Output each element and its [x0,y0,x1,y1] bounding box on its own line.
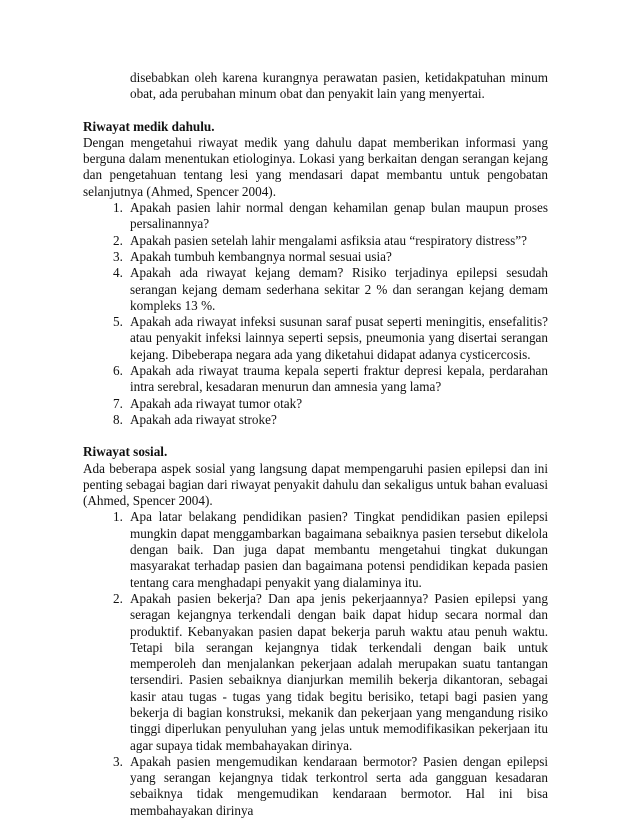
list-number: 3. [113,753,123,769]
list-text: Apakah ada riwayat stroke? [130,411,277,427]
list-text: Apakah pasien lahir normal dengan kehamilan genap bulan maupun proses persalinannya? [130,200,548,232]
list-number: 3. [113,248,123,264]
list-number: 7. [113,395,123,411]
list-item [83,396,548,412]
list-text: Apakah pasien mengemudikan kendaraan bermotor? Pasien dengan epilepsi yang serangan kejangnya tidak terkontrol serta ada gangguan kesadaran sebaiknya tidak mengemudikan kendaraan bermotor. Hal ini bisa membahayakan dirinya [130,753,548,818]
section-intro-medical-history: Dengan mengetahui riwayat medik yang dahulu dapat memberikan informasi yang berguna dalam menentukan etiologinya. Lokasi yang berkaitan dengan serangan kejang dan pengetahuan tentang lesi yang mendasari dapat membantu untuk pengobatan selanjutnya (Ahmed, Spencer 2004). [83,134,548,199]
list-item [83,265,548,314]
list-item [83,591,548,754]
list-item [83,412,548,428]
list-number: 2. [113,232,123,248]
section-intro-social-history: Ada beberapa aspek sosial yang langsung dapat mempengaruhi pasien epilepsi dan ini penting sebagai bagian dari riwayat penyakit dahulu dan sekaligus untuk bahan evaluasi (Ahmed, Spencer 2004). [83,460,548,509]
list-item [83,754,548,819]
list-text: Apakah tumbuh kembangnya normal sesuai usia? [130,248,392,264]
list-text: Apa latar belakang pendidikan pasien? Tingkat pendidikan pasien epilepsi mungkin dapat menggambarkan bagaimana sebaiknya pasien tersebut dikelola dengan baik. Dan juga dapat membantu mengetahui tingkat dukungan masyarakat terhadap pasien dan bagaimana potensi pendidikan kepada pasien tentang cara menghadapi penyakit yang dialaminya itu. [130,509,548,590]
list-item [83,314,548,363]
medical-history-list [83,200,548,428]
list-number: 1. [113,200,123,216]
social-history-list [83,509,548,819]
list-number: 6. [113,363,123,379]
section-heading-social-history: Riwayat sosial. [83,444,168,460]
list-number: 2. [113,590,123,606]
section-heading-medical-history: Riwayat medik dahulu. [83,118,215,134]
list-item [83,233,548,249]
list-item [83,509,548,590]
list-item [83,363,548,396]
list-item [83,249,548,265]
list-text: Apakah pasien setelah lahir mengalami asfiksia atau “respiratory distress”? [130,232,527,248]
list-number: 4. [113,265,123,281]
list-text: Apakah ada riwayat kejang demam? Risiko terjadinya epilepsi sesudah serangan kejang demam sederhana sekitar 2 % dan serangan kejang demam kompleks 13 %. [130,265,548,313]
list-item [83,200,548,233]
continuation-paragraph: disebabkan oleh karena kurangnya perawatan pasien, ketidakpatuhan minum obat, ada perubahan minum obat dan penyakit lain yang menyertai. [130,70,548,102]
list-text: Apakah ada riwayat infeksi susunan saraf pusat seperti meningitis, ensefalitis? atau penyakit infeksi lainnya seperti sepsis, pneumonia yang disertai serangan kejang. Dibeberapa negara ada yang diketahui didapat adanya cysticercosis. [130,314,548,362]
list-text: Apakah pasien bekerja? Dan apa jenis pekerjaannya? Pasien epilepsi yang seragan kejangnya terkendali dengan baik dapat hidup secara normal dan produktif. Kebanyakan pasien dapat bekerja paruh waktu atau penuh waktu. Tetapi bila serangan kejangnya tidak terkendali dengan baik untuk memperoleh dan menjalankan pekerjaan adalah merupakan suatu tantangan tersendiri. Pasien sebaiknya dianjurkan memilih bekerja dikantoran, sebagai kasir atau tugas - tugas yang tidak begitu berisiko, tetapi bagi pasien yang bekerja di bagian konstruksi, mekanik dan pekerjaan yang mengandung risiko tinggi diperlukan penyuluhan yang jelas untuk memodifikasikan pekerjaan itu agar supaya tidak membahayakan dirinya. [130,590,548,753]
list-number: 1. [113,509,123,525]
list-number: 5. [113,314,123,330]
list-text: Apakah ada riwayat tumor otak? [130,395,303,411]
list-number: 8. [113,411,123,427]
list-text: Apakah ada riwayat trauma kepala seperti fraktur depresi kepala, perdarahan intra serebral, kesadaran menurun dan amnesia yang lama? [130,363,548,395]
